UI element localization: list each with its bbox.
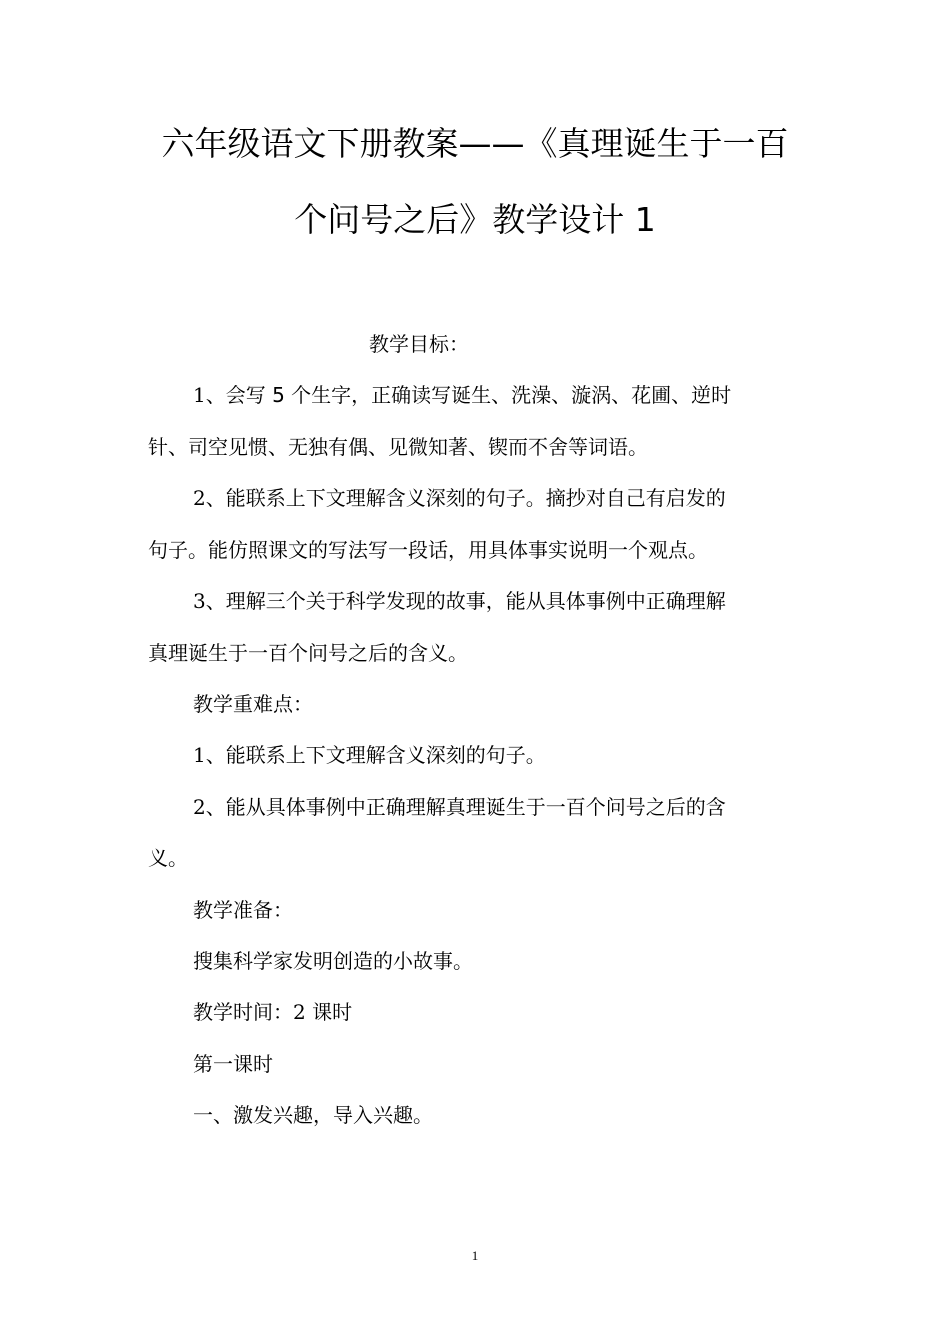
objective-1-number: 1 <box>193 383 206 407</box>
teaching-time <box>193 998 853 1026</box>
objective-3-text: 、理解三个关于科学发现的故事，能从具体事例中正确理解 <box>205 589 726 613</box>
teaching-time-unit: 课时 <box>305 1000 353 1024</box>
objective-2-line-2: 句子。能仿照课文的写法写一段话，用具体事实说明一个观点。 <box>148 538 708 562</box>
objective-2-number: 2 <box>193 486 206 510</box>
objective-2-line-1 <box>193 484 853 512</box>
preparation-heading: 教学准备： <box>193 898 293 922</box>
objective-1-line-2: 针、司空见惯、无独有偶、见微知著、锲而不舍等词语。 <box>148 435 648 459</box>
teaching-time-label: 教学时间： <box>193 1000 293 1024</box>
document-title-line-1: 六年级语文下册教案——《真理诞生于一百 <box>161 124 789 163</box>
key-point-1 <box>193 741 853 769</box>
teaching-time-value: 2 <box>293 1000 306 1024</box>
key-point-2-number: 2 <box>193 795 206 819</box>
objective-3-line-1 <box>193 587 853 615</box>
key-points-heading: 教学重难点： <box>193 692 313 716</box>
page-number: 1 <box>471 1248 479 1263</box>
document-title-line-2: 个问号之后》教学设计 1 <box>294 200 656 239</box>
key-point-1-number: 1 <box>193 743 206 767</box>
objective-1-line-1 <box>193 381 853 409</box>
objective-2-text: 、能联系上下文理解含义深刻的句子。摘抄对自己有启发的 <box>205 486 726 510</box>
section-1-heading: 一、激发兴趣，导入兴趣。 <box>193 1103 433 1127</box>
key-point-2-line-1 <box>193 793 853 821</box>
key-point-1-text: 、能联系上下文理解含义深刻的句子。 <box>205 743 546 767</box>
lesson-heading: 第一课时 <box>193 1052 273 1076</box>
objective-3-line-2: 真理诞生于一百个问号之后的含义。 <box>148 641 468 665</box>
key-point-2-text: 、能从具体事例中正确理解真理诞生于一百个问号之后的含 <box>205 795 726 819</box>
preparation-text: 搜集科学家发明创造的小故事。 <box>193 949 473 973</box>
objective-1-text: 、会写 5 个生字，正确读写诞生、洗澡、漩涡、花圃、逆时 <box>205 383 732 407</box>
key-point-2-line-2: 义。 <box>148 846 188 870</box>
objective-3-number: 3 <box>193 589 206 613</box>
objectives-heading: 教学目标： <box>369 332 469 356</box>
